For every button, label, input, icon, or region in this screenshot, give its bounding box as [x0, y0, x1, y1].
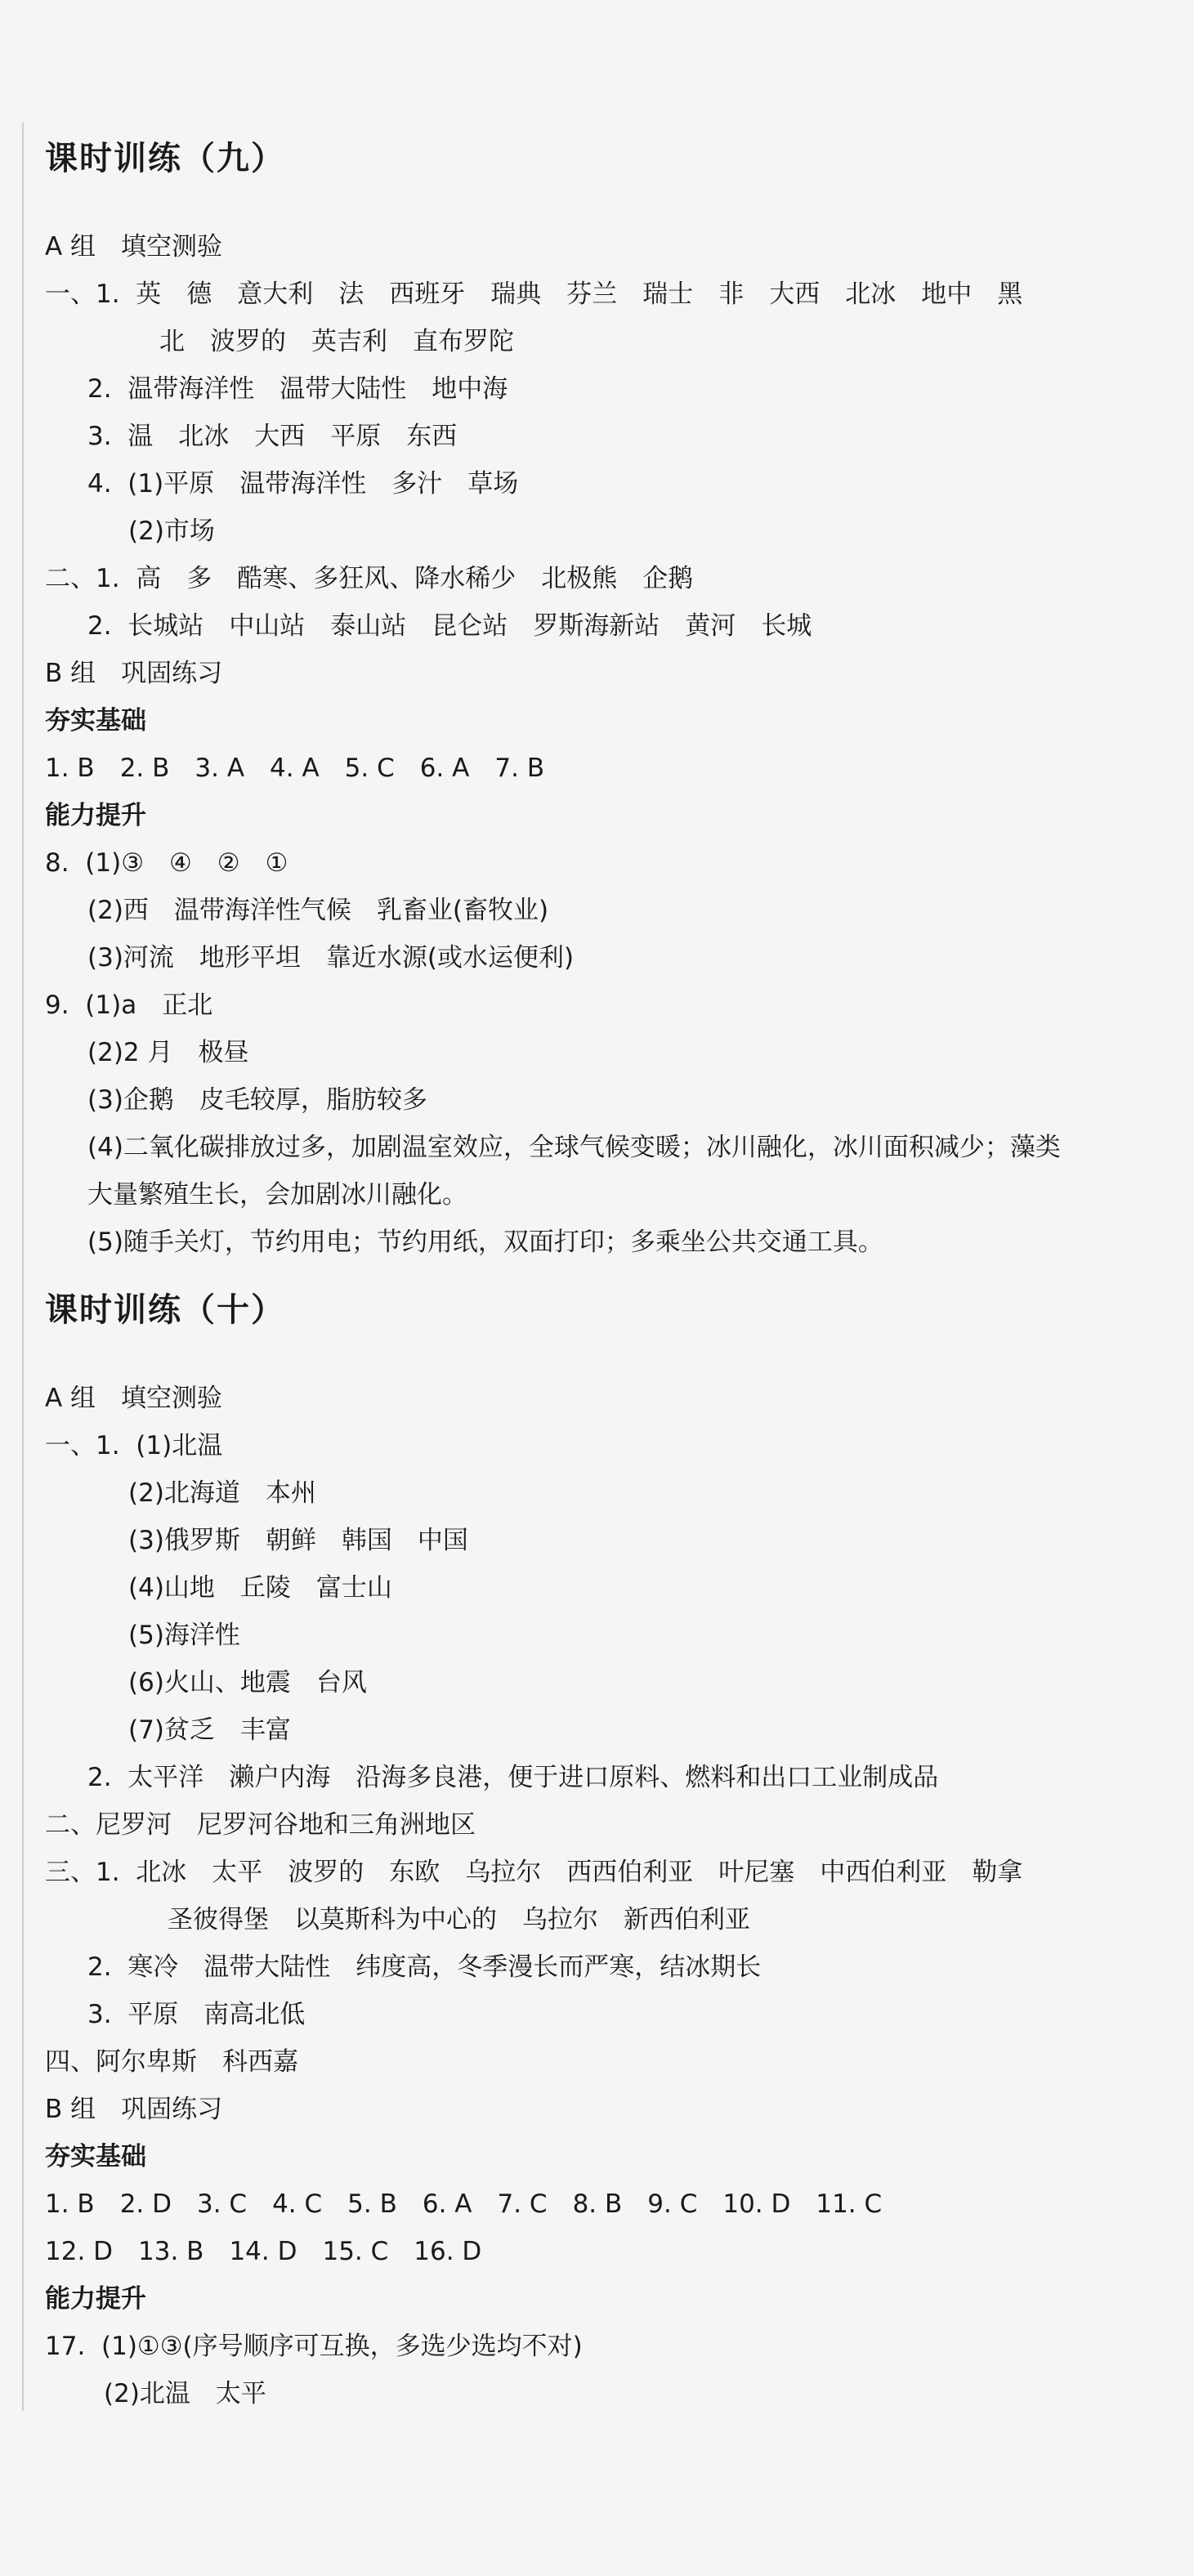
group-heading: A 组 填空测验 — [45, 232, 223, 262]
answer-line: 二、1. 高 多 酷寒、多狂风、降水稀少 北极熊 企鹅 — [45, 564, 694, 593]
section-title-9: 课时训练（九） — [45, 140, 285, 177]
answer-line: 2. 温带海洋性 温带大陆性 地中海 — [87, 374, 508, 404]
answer-line: 12. D 13. B 14. D 15. C 16. D — [45, 2237, 482, 2266]
answer-line: 一、1. (1)北温 — [45, 1431, 223, 1460]
answer-line: (5)随手关灯，节约用电；节约用纸，双面打印；多乘坐公共交通工具。 — [87, 1228, 883, 1257]
answer-line: 3. 温 北冰 大西 平原 东西 — [87, 422, 458, 451]
sub-heading: 夯实基础 — [45, 2142, 146, 2171]
answer-line: 四、阿尔卑斯 科西嘉 — [45, 2047, 298, 2077]
group-heading: A 组 填空测验 — [45, 1384, 223, 1413]
answer-line: (2)西 温带海洋性气候 乳畜业(畜牧业) — [87, 896, 549, 925]
answer-line: (3)企鹅 皮毛较厚，脂肪较多 — [87, 1085, 427, 1115]
answer-line: (6)火山、地震 台风 — [128, 1668, 367, 1697]
answer-line: 2. 太平洋 濑户内海 沿海多良港，便于进口原料、燃料和出口工业制成品 — [87, 1763, 939, 1792]
answer-line: 二、尼罗河 尼罗河谷地和三角洲地区 — [45, 1810, 476, 1840]
group-heading: B 组 巩固练习 — [45, 2095, 223, 2124]
answer-line: 9. (1)a 正北 — [45, 991, 213, 1020]
sub-heading: 能力提升 — [45, 801, 146, 830]
answer-line: 北 波罗的 英吉利 直布罗陀 — [159, 327, 514, 356]
answer-line: (5)海洋性 — [128, 1621, 240, 1650]
answer-line: (2)北温 太平 — [104, 2379, 266, 2408]
answer-content — [45, 139, 1165, 2417]
answer-line: 17. (1)①③(序号顺序可互换，多选少选均不对) — [45, 2332, 583, 2361]
answer-line: 一、1. 英 德 意大利 法 西班牙 瑞典 芬兰 瑞士 非 大西 北冰 地中 黑 — [45, 280, 1023, 309]
answer-line: 三、1. 北冰 太平 波罗的 东欧 乌拉尔 西西伯利亚 叶尼塞 中西伯利亚 勒拿 — [45, 1858, 1023, 1887]
answer-line: 1. B 2. B 3. A 4. A 5. C 6. A 7. B — [45, 754, 545, 783]
answer-line: (4)山地 丘陵 富士山 — [128, 1573, 392, 1603]
section-title-10: 课时训练（十） — [45, 1291, 285, 1329]
answer-line: (3)俄罗斯 朝鲜 韩国 中国 — [128, 1526, 468, 1555]
answer-line: 8. (1)③ ④ ② ① — [45, 848, 288, 878]
answer-line: (2)2 月 极昼 — [87, 1038, 249, 1067]
section-10-answers — [45, 1375, 1165, 2417]
sub-heading: 夯实基础 — [45, 706, 146, 736]
answer-line: 圣彼得堡 以莫斯科为中心的 乌拉尔 新西伯利亚 — [168, 1905, 750, 1934]
answer-line: (4)二氧化碳排放过多，加剧温室效应，全球气候变暖；冰川融化，冰川面积减少；藻类 — [87, 1133, 1061, 1162]
left-margin-rule — [22, 123, 24, 2411]
answer-line: 3. 平原 南高北低 — [87, 2000, 306, 2029]
answer-line: (2)北海道 本州 — [128, 1478, 316, 1508]
answer-line: 1. B 2. D 3. C 4. C 5. B 6. A 7. C 8. B 9. C 10. D 11. C — [45, 2189, 883, 2219]
sub-heading: 能力提升 — [45, 2284, 146, 2314]
answer-line: 大量繁殖生长，会加剧冰川融化。 — [87, 1180, 467, 1210]
answer-line: 2. 寒冷 温带大陆性 纬度高，冬季漫长而严寒，结冰期长 — [87, 1952, 762, 1982]
answer-line: 2. 长城站 中山站 泰山站 昆仑站 罗斯海新站 黄河 长城 — [87, 611, 812, 641]
answer-line: (3)河流 地形平坦 靠近水源(或水运便利) — [87, 943, 575, 973]
section-9-answers — [45, 223, 1165, 1266]
group-heading: B 组 巩固练习 — [45, 659, 223, 688]
answer-line: (2)市场 — [128, 517, 215, 546]
answer-line: (7)贫乏 丰富 — [128, 1715, 291, 1745]
answer-line: 4. (1)平原 温带海洋性 多汁 草场 — [87, 469, 519, 499]
